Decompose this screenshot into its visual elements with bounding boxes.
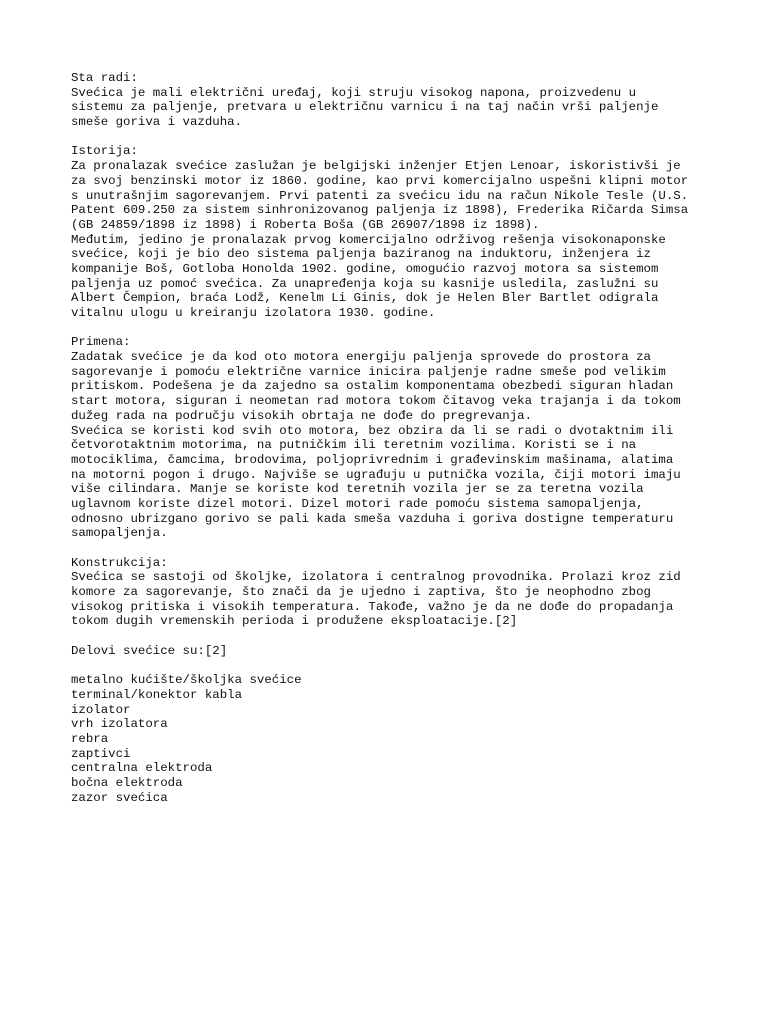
paragraph-line: samopaljenja. [71, 526, 168, 541]
section-primena [71, 335, 761, 541]
paragraph-line: kompanije Boš, Gotloba Honolda 1902. godine, omogućio razvoj motora sa sistemom [71, 261, 659, 276]
paragraph-line: Za pronalazak svećice zaslužan je belgijski inženjer Etjen Lenoar, iskoristivši je [71, 159, 681, 174]
parts-list [71, 673, 761, 805]
paragraph-line: četvorotaktnim motorima, na putničkim ili teretnim vozilima. Koristi se i na [71, 438, 637, 453]
paragraph-line: svećice, koji je bio deo sistema paljenja baziranog na induktoru, inženjera iz [71, 247, 651, 262]
paragraph-line: komore za sagorevanje, što znači da je ujedno i zaptiva, što je neophodno zbog [71, 585, 651, 600]
paragraph-line: Svećica se sastoji od školjke, izolatora i centralnog provodnika. Prolazi kroz zid [71, 570, 681, 585]
section-spacer [71, 541, 761, 556]
section-delovi-intro [71, 644, 761, 659]
paragraph-line: za svoj benzinski motor iz 1860. godine, kao prvi komercijalno uspešni klipni motor [71, 173, 689, 188]
paragraph-line: na motorni pogon i drugo. Najviše se ugrađuju u putnička vozila, čiji motori imaju [71, 467, 681, 482]
list-item: vrh izolatora [71, 717, 168, 732]
paragraph-line: start motora, siguran i neometan rad motora tokom čitavog veka trajanja i da tokom [71, 394, 681, 409]
section-heading: Konstrukcija: [71, 555, 168, 570]
list-item: metalno kućište/školjka svećice [71, 673, 302, 688]
section-spacer [71, 130, 761, 145]
parts-intro: Delovi svećice su:[2] [71, 643, 228, 658]
paragraph-line: uglavnom koriste dizel motori. Dizel motori rade pomoću sistema samopaljenja, [71, 496, 644, 511]
paragraph-line: Svećica je mali električni uređaj, koji struju visokog napona, proizvedenu u [71, 85, 637, 100]
document-body [71, 71, 761, 805]
paragraph-line: Albert Čempion, braća Lodž, Kenelm Li Ginis, dok je Helen Bler Bartlet odigrala [71, 291, 659, 306]
paragraph-line: sistemu za paljenje, pretvara u električnu varnicu i na taj način vrši paljenje [71, 100, 659, 115]
paragraph-line: motociklima, čamcima, brodovima, poljoprivrednim i građevinskim mašinama, alatima [71, 452, 674, 467]
paragraph-line: Svećica se koristi kod svih oto motora, bez obzira da li se radi o dvotaktnim ili [71, 423, 674, 438]
section-heading: Sta radi: [71, 71, 138, 85]
paragraph-line: pritiskom. Podešena je da zajedno sa ostalim komponentama obezbedi siguran hladan [71, 379, 674, 394]
section-spacer [71, 321, 761, 336]
paragraph-line: više cilindara. Manje se koriste kod teretnih vozila jer se za teretna vozila [71, 482, 644, 497]
section-spacer [71, 659, 761, 674]
list-item: centralna elektroda [71, 761, 213, 776]
list-item: bočna elektroda [71, 776, 183, 790]
section-konstrukcija [71, 556, 761, 629]
paragraph-line: (GB 24859/1898 iz 1898) i Roberta Boša (GB 26907/1898 iz 1898). [71, 217, 540, 232]
paragraph-line: Zadatak svećice je da kod oto motora energiju paljenja sprovede do prostora za [71, 350, 651, 365]
list-item: rebra [71, 731, 109, 746]
paragraph-line: vitalnu ulogu u kreiranju izolatora 1930. godine. [71, 306, 436, 320]
list-item: zaptivci [71, 746, 131, 761]
list-item: izolator [71, 702, 131, 717]
paragraph-line: odnosno ubrizgano gorivo se pali kada smeša vazduha i goriva dostigne temperaturu [71, 511, 674, 526]
section-heading: Istorija: [71, 144, 138, 159]
paragraph-line: dužeg rada na području visokih obrtaja ne dođe do pregrevanja. [71, 408, 533, 423]
paragraph-line: paljenja uz pomoć svećica. Za unapređenja koja su kasnije usledila, zaslužni su [71, 276, 659, 291]
section-sta-radi [71, 71, 761, 130]
section-istorija [71, 144, 761, 320]
list-item: terminal/konektor kabla [71, 687, 243, 702]
paragraph-line: sagorevanje i pomoću električne varnice inicira paljenje radne smeše pod velikim [71, 364, 666, 379]
section-heading: Primena: [71, 335, 131, 350]
list-item: zazor svećica [71, 790, 168, 805]
paragraph-line: s unutrašnjim sagorevanjem. Prvi patenti za svećicu idu na račun Nikole Tesle (U.S. [71, 188, 689, 203]
paragraph-line: Međutim, jedino je pronalazak prvog komercijalno održivog rešenja visokonaponske [71, 232, 666, 247]
paragraph-line: tokom dugih vremenskih perioda i produžene eksploatacije.[2] [71, 614, 518, 629]
paragraph-line: smeše goriva i vazduha. [71, 115, 243, 130]
paragraph-line: Patent 609.250 za sistem sinhronizovanog paljenja iz 1898), Frederika Ričarda Simsa [71, 203, 689, 218]
section-spacer [71, 629, 761, 644]
paragraph-line: visokog pritiska i visokih temperatura. Takođe, važno je da ne dođe do propadanja [71, 599, 674, 614]
